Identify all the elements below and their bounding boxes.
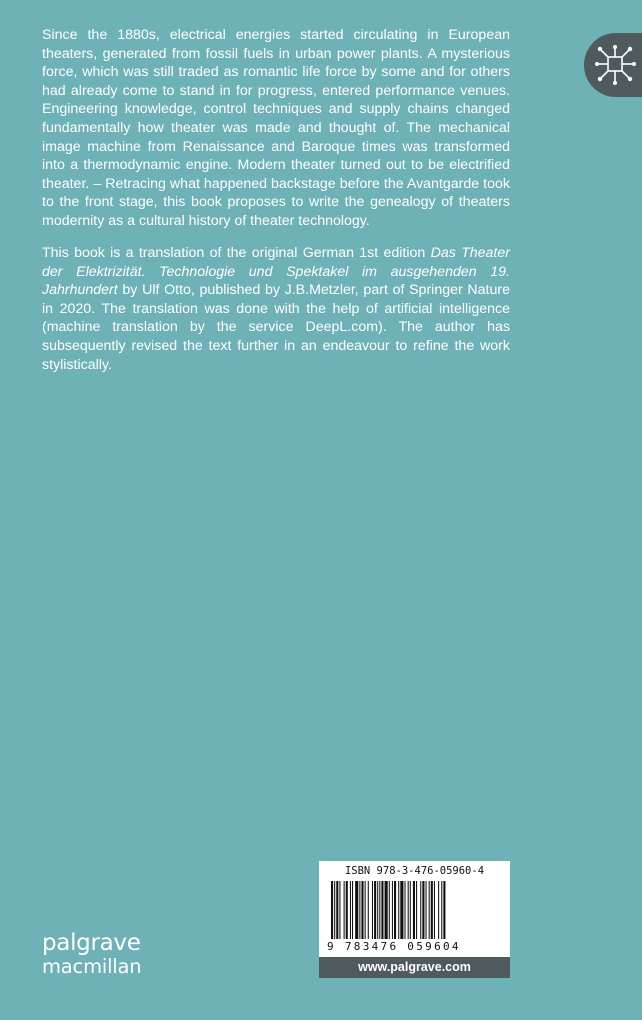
translation-note-text-1: This book is a translation of the original German 1st edition xyxy=(42,245,431,261)
barcode xyxy=(319,861,510,957)
barcode-bars xyxy=(331,881,499,941)
publisher-website: www.palgrave.com xyxy=(319,957,510,978)
network-node-icon xyxy=(593,42,639,88)
isbn-label: ISBN 978-3-476-05960-4 xyxy=(344,865,485,877)
translation-note-text-2: by Ulf Otto, published by J.B.Metzler, part of Springer Nature in 2020. The translation was done with the help of artificial intelligence (machine translation by the service DeepL.com). The author has subsequently revised the text further in an endeavour to refine the work stylistically. xyxy=(42,282,510,373)
original-title: Das Theater der Elektrizität. Technologie und Spektakel im ausgehenden 19. Jahrhundert xyxy=(42,245,510,299)
barcode-digits: 9 783476 059604 xyxy=(327,940,461,953)
publisher-logo xyxy=(42,932,141,978)
publisher-logo-line2: macmillan xyxy=(42,955,142,978)
publisher-logo-line1: palgrave xyxy=(42,930,141,956)
book-blurb: Since the 1880s, electrical energies started circulating in European theaters, generated from fossil fuels in urban power plants. A mysterious force, which was still traded as romantic life force by some and for others had already come to stand in for progress, entered performance venues. Engineering knowledge, control techniques and supply chains changed fundamentally how theater was made and thought of. The mechanical image machine from Renaissance and Baroque times was transformed into a thermodynamic engine. Modern theater turned out to be electrified theater. – Retracing what happened backstage before the Avantgarde took to the front stage, this book proposes to write the genealogy of theaters modernity as a cultural history of theater technology. xyxy=(42,27,510,229)
publisher-badge xyxy=(584,33,642,97)
translation-note xyxy=(42,244,510,374)
